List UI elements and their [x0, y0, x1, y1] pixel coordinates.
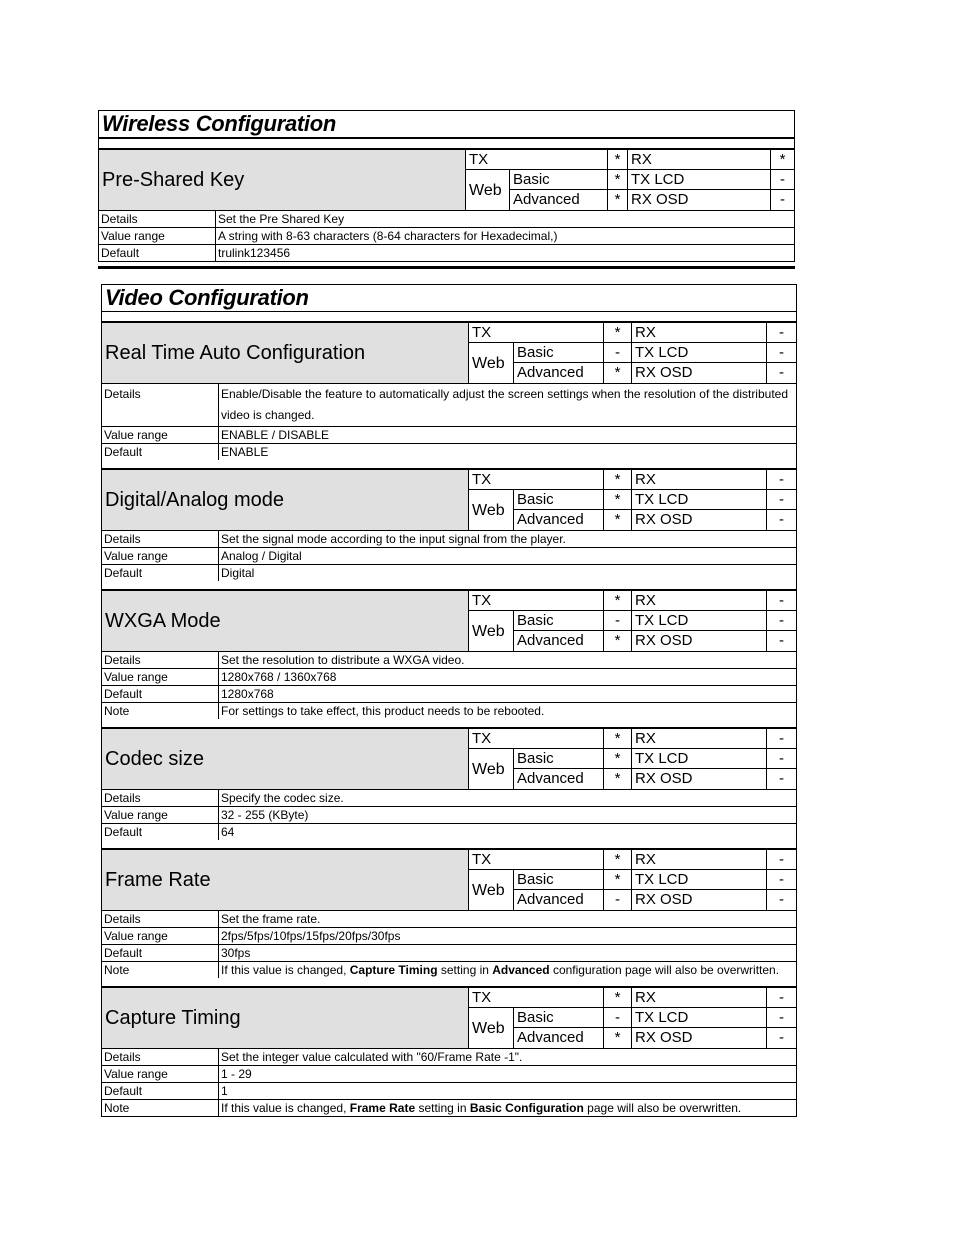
- setting-header: [102, 729, 796, 790]
- tx-mark: *: [604, 470, 632, 490]
- detail-value: trulink123456: [218, 246, 291, 260]
- tx-label: TX: [469, 850, 604, 870]
- rx-osd-label: RX OSD: [632, 890, 767, 910]
- detail-label: Value range: [102, 928, 219, 944]
- detail-value: 2fps/5fps/10fps/15fps/20fps/30fps: [221, 929, 401, 943]
- detail-row: [99, 227, 794, 244]
- detail-value: [219, 1100, 796, 1116]
- detail-label: Value range: [102, 1066, 219, 1082]
- advanced-mark: *: [604, 510, 632, 530]
- advanced-mark: -: [604, 890, 632, 910]
- basic-label: Basic: [514, 870, 604, 890]
- tx-label: TX: [469, 591, 604, 611]
- bold-text: Advanced: [492, 963, 550, 977]
- setting-item: [102, 729, 796, 840]
- advanced-label: Advanced: [510, 190, 608, 210]
- tx-lcd-mark: -: [767, 749, 796, 769]
- setting-name: Real Time Auto Configuration: [102, 323, 469, 383]
- rx-osd-mark: -: [779, 511, 784, 528]
- detail-value: Set the frame rate.: [221, 912, 321, 926]
- setting-header: [102, 591, 796, 652]
- divider: [102, 719, 796, 729]
- setting-item: [102, 591, 796, 719]
- detail-rows: [102, 384, 796, 460]
- advanced-mark: *: [604, 631, 632, 651]
- detail-value: Digital: [221, 566, 255, 580]
- basic-label: Basic: [514, 490, 604, 510]
- detail-rows: [102, 652, 796, 719]
- detail-value: ENABLE: [221, 445, 269, 459]
- detail-label: Default: [102, 686, 219, 702]
- basic-label: Basic: [514, 1008, 604, 1028]
- detail-row: [102, 652, 796, 668]
- tx-lcd-label: TX LCD: [632, 1008, 767, 1028]
- tx-label: TX: [469, 988, 604, 1008]
- setting-item: [102, 323, 796, 460]
- setting-header: [102, 988, 796, 1049]
- tx-mark: *: [604, 591, 632, 611]
- rx-osd-label: RX OSD: [628, 190, 771, 210]
- rx-osd-mark: -: [779, 364, 784, 381]
- setting-item: [102, 470, 796, 581]
- detail-value: 1280x768 / 1360x768: [221, 670, 337, 684]
- divider: [102, 840, 796, 850]
- detail-label: Details: [102, 652, 219, 668]
- advanced-mark: *: [608, 190, 628, 210]
- detail-value: 1280x768: [221, 687, 274, 701]
- basic-mark: *: [608, 170, 628, 190]
- tx-label: TX: [466, 150, 608, 170]
- detail-label: Default: [99, 245, 216, 261]
- tx-lcd-label: TX LCD: [632, 870, 767, 890]
- detail-label: Details: [102, 384, 219, 426]
- advanced-label: Advanced: [514, 890, 604, 910]
- divider: [99, 139, 794, 150]
- tx-lcd-label: TX LCD: [632, 343, 767, 363]
- detail-rows: [102, 790, 796, 840]
- detail-value: 64: [221, 825, 235, 839]
- detail-value: A string with 8-63 characters (8-64 characters for Hexadecimal,): [218, 229, 558, 243]
- detail-row: [102, 911, 796, 927]
- tx-mark: *: [604, 850, 632, 870]
- web-label: Web: [469, 870, 514, 910]
- setting-name: WXGA Mode: [102, 591, 469, 651]
- setting-name: Codec size: [102, 729, 469, 789]
- detail-row: [102, 1099, 796, 1116]
- rx-label: RX: [632, 729, 767, 749]
- detail-value: For settings to take effect, this product needs to be rebooted.: [221, 704, 545, 718]
- rx-mark: *: [771, 150, 794, 170]
- text-run: setting in: [437, 963, 493, 977]
- detail-label: Note: [102, 1100, 219, 1116]
- tx-lcd-mark: -: [767, 870, 796, 890]
- setting-name: Digital/Analog mode: [102, 470, 469, 530]
- detail-label: Value range: [102, 548, 219, 564]
- setting-item: [102, 988, 796, 1116]
- tx-lcd-label: TX LCD: [632, 490, 767, 510]
- detail-row: [102, 564, 796, 581]
- detail-row: [102, 790, 796, 806]
- text-run: If this value is changed,: [221, 963, 350, 977]
- rx-osd-mark: -: [779, 632, 784, 649]
- detail-row: [102, 384, 796, 426]
- rx-label: RX: [632, 323, 767, 343]
- detail-value: 30fps: [221, 946, 251, 960]
- bold-text: Frame Rate: [349, 1101, 416, 1115]
- setting-item: [99, 150, 794, 261]
- detail-row: [102, 806, 796, 823]
- basic-label: Basic: [514, 749, 604, 769]
- detail-label: Note: [102, 703, 219, 719]
- tx-lcd-mark: -: [767, 490, 796, 510]
- text-run: setting in: [415, 1101, 470, 1115]
- setting-name: Frame Rate: [102, 850, 469, 910]
- detail-value: 32 - 255 (KByte): [221, 808, 309, 822]
- basic-mark: *: [604, 490, 632, 510]
- rx-osd-label: RX OSD: [632, 1028, 767, 1048]
- detail-value: Set the signal mode according to the input signal from the player.: [221, 532, 566, 546]
- detail-row: [102, 944, 796, 961]
- rx-mark: -: [767, 988, 796, 1008]
- rx-osd-mark: -: [779, 1029, 784, 1046]
- tx-lcd-label: TX LCD: [632, 749, 767, 769]
- divider: [102, 460, 796, 470]
- rx-label: RX: [632, 591, 767, 611]
- basic-label: Basic: [510, 170, 608, 190]
- divider: [102, 581, 796, 591]
- detail-value: [219, 962, 796, 978]
- setting-header: [99, 150, 794, 211]
- detail-rows: [99, 211, 794, 261]
- detail-label: Default: [102, 1083, 219, 1099]
- divider: [102, 312, 796, 323]
- divider: [98, 266, 795, 269]
- rx-mark: -: [767, 850, 796, 870]
- tx-lcd-mark: -: [767, 343, 796, 363]
- basic-mark: *: [604, 870, 632, 890]
- advanced-label: Advanced: [514, 363, 604, 383]
- basic-label: Basic: [514, 343, 604, 363]
- wireless-section: [98, 110, 795, 262]
- bold-text: Basic Configuration: [469, 1101, 584, 1115]
- detail-value: 1: [221, 1084, 228, 1098]
- tx-label: TX: [469, 470, 604, 490]
- tx-mark: *: [604, 323, 632, 343]
- detail-label: Value range: [102, 427, 219, 443]
- detail-row: [102, 1082, 796, 1099]
- detail-row: [99, 244, 794, 261]
- rx-label: RX: [632, 988, 767, 1008]
- detail-label: Default: [102, 824, 219, 840]
- tx-lcd-label: TX LCD: [628, 170, 771, 190]
- detail-row: [102, 547, 796, 564]
- text-run: page will also be overwritten.: [583, 1101, 742, 1115]
- advanced-mark: *: [604, 363, 632, 383]
- web-label: Web: [469, 749, 514, 789]
- detail-label: Details: [99, 211, 216, 227]
- web-label: Web: [469, 490, 514, 530]
- tx-lcd-mark: -: [771, 170, 794, 190]
- basic-mark: -: [604, 343, 632, 363]
- web-label: Web: [469, 1008, 514, 1048]
- tx-lcd-label: TX LCD: [632, 611, 767, 631]
- detail-label: Value range: [102, 669, 219, 685]
- tx-mark: *: [604, 729, 632, 749]
- bold-text: Capture Timing: [349, 963, 438, 977]
- detail-row: [102, 823, 796, 840]
- advanced-label: Advanced: [514, 769, 604, 789]
- detail-row: [102, 668, 796, 685]
- tx-label: TX: [469, 323, 604, 343]
- detail-label: Details: [102, 911, 219, 927]
- detail-value: Enable/Disable the feature to automatically adjust the screen settings when the resolution of the distributed video is changed.: [221, 387, 789, 422]
- setting-name: Pre-Shared Key: [99, 150, 466, 210]
- detail-value: Specify the codec size.: [221, 791, 344, 805]
- detail-row: [102, 961, 796, 978]
- detail-row: [102, 1049, 796, 1065]
- advanced-label: Advanced: [514, 1028, 604, 1048]
- detail-row: [102, 1065, 796, 1082]
- video-items: [102, 312, 796, 1116]
- detail-row: [102, 531, 796, 547]
- detail-value: Set the resolution to distribute a WXGA video.: [221, 653, 465, 667]
- detail-value: Set the integer value calculated with "60/Frame Rate -1".: [221, 1050, 523, 1064]
- detail-label: Details: [102, 790, 219, 806]
- advanced-label: Advanced: [514, 510, 604, 530]
- advanced-mark: *: [604, 1028, 632, 1048]
- section-title: Wireless Configuration: [99, 111, 794, 139]
- basic-label: Basic: [514, 611, 604, 631]
- rx-osd-label: RX OSD: [632, 631, 767, 651]
- detail-row: [102, 426, 796, 443]
- text-run: If this value is changed,: [221, 1101, 350, 1115]
- setting-header: [102, 470, 796, 531]
- detail-label: Default: [102, 945, 219, 961]
- section-title: Video Configuration: [102, 285, 796, 312]
- detail-row: [102, 702, 796, 719]
- rx-mark: -: [767, 323, 796, 343]
- rx-mark: -: [767, 591, 796, 611]
- detail-rows: [102, 911, 796, 978]
- detail-label: Details: [102, 531, 219, 547]
- rx-osd-mark: -: [779, 891, 784, 908]
- detail-label: Details: [102, 1049, 219, 1065]
- basic-mark: *: [604, 749, 632, 769]
- detail-row: [102, 443, 796, 460]
- detail-label: Default: [102, 444, 219, 460]
- detail-value: 1 - 29: [221, 1067, 252, 1081]
- setting-header: [102, 323, 796, 384]
- rx-osd-mark: -: [779, 770, 784, 787]
- tx-lcd-mark: -: [767, 611, 796, 631]
- tx-lcd-mark: -: [767, 1008, 796, 1028]
- rx-osd-label: RX OSD: [632, 510, 767, 530]
- setting-header: [102, 850, 796, 911]
- rx-osd-label: RX OSD: [632, 363, 767, 383]
- detail-row: [102, 685, 796, 702]
- web-label: Web: [469, 343, 514, 383]
- detail-rows: [102, 531, 796, 581]
- detail-value: Set the Pre Shared Key: [218, 212, 345, 226]
- setting-name: Capture Timing: [102, 988, 469, 1048]
- detail-row: [102, 927, 796, 944]
- detail-value: ENABLE / DISABLE: [221, 428, 330, 442]
- basic-mark: -: [604, 611, 632, 631]
- detail-label: Value range: [102, 807, 219, 823]
- tx-mark: *: [604, 988, 632, 1008]
- rx-label: RX: [632, 470, 767, 490]
- rx-mark: -: [767, 470, 796, 490]
- advanced-label: Advanced: [514, 631, 604, 651]
- text-run: configuration page will also be overwritten.: [549, 963, 780, 977]
- advanced-mark: *: [604, 769, 632, 789]
- video-section: [101, 284, 797, 1117]
- rx-osd-label: RX OSD: [632, 769, 767, 789]
- tx-mark: *: [608, 150, 628, 170]
- detail-rows: [102, 1049, 796, 1116]
- detail-label: Default: [102, 565, 219, 581]
- rx-label: RX: [628, 150, 771, 170]
- detail-label: Value range: [99, 228, 216, 244]
- divider: [102, 978, 796, 988]
- detail-row: [99, 211, 794, 227]
- web-label: Web: [469, 611, 514, 651]
- setting-item: [102, 850, 796, 978]
- rx-label: RX: [632, 850, 767, 870]
- rx-osd-mark: -: [780, 191, 785, 208]
- web-label: Web: [466, 170, 510, 210]
- rx-mark: -: [767, 729, 796, 749]
- tx-label: TX: [469, 729, 604, 749]
- detail-label: Note: [102, 962, 219, 978]
- detail-value: Analog / Digital: [221, 549, 302, 563]
- basic-mark: -: [604, 1008, 632, 1028]
